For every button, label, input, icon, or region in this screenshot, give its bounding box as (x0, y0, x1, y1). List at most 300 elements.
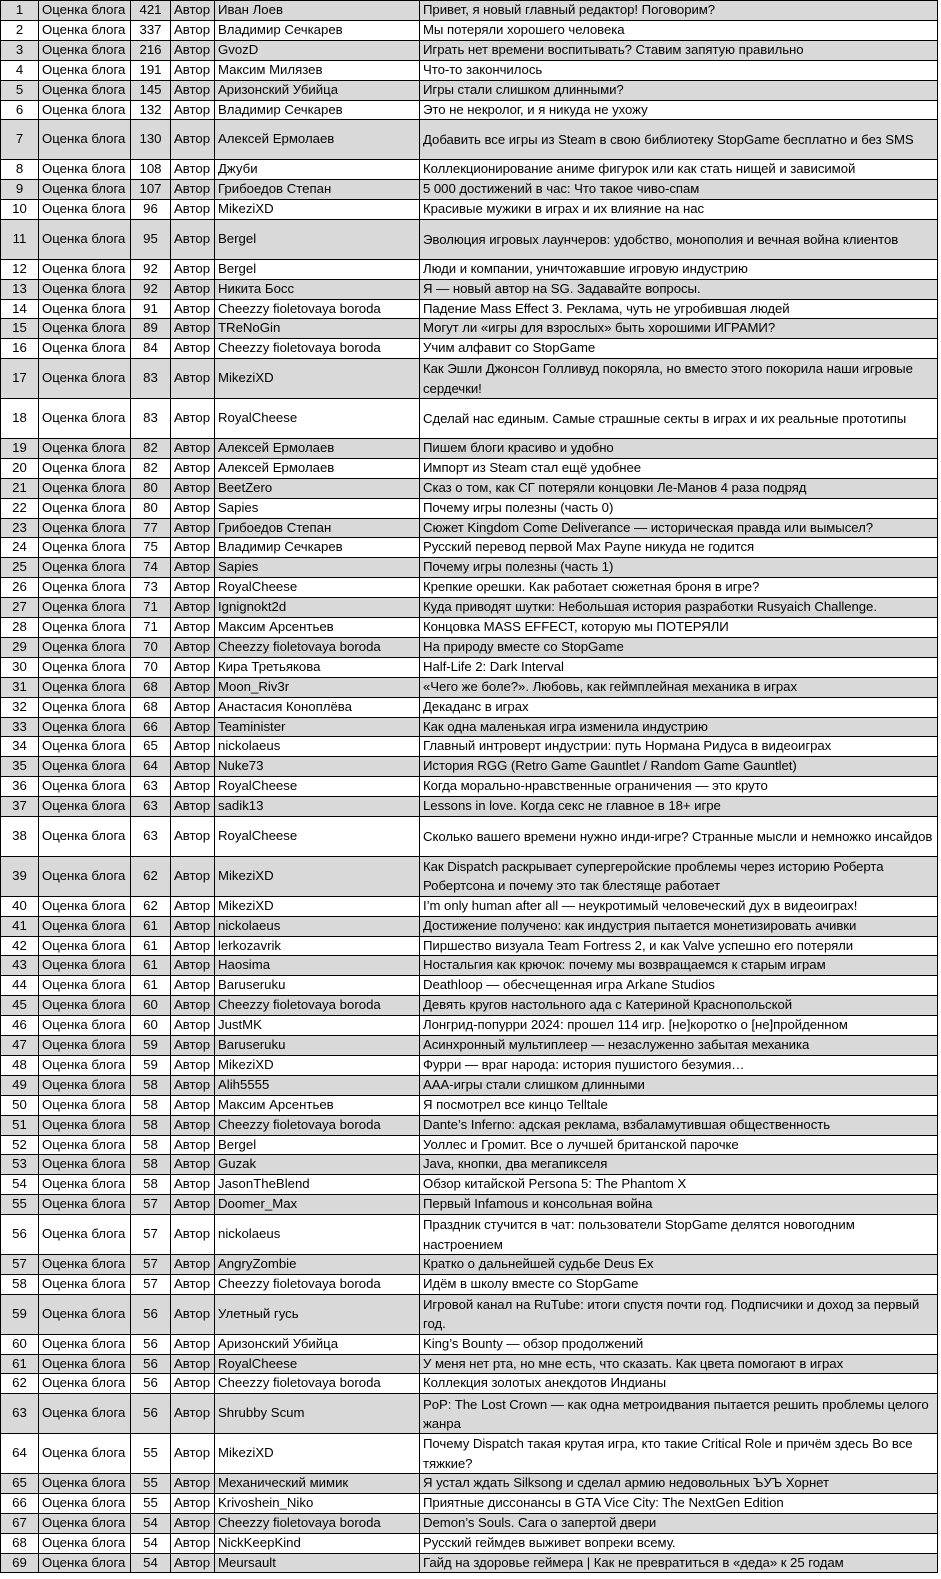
author-cell: Ignignokt2d (215, 598, 420, 618)
author-label-cell: Автор (171, 856, 215, 896)
table-row (1, 399, 938, 439)
rank-cell: 46 (1, 1016, 39, 1036)
title-cell: Достижение получено: как индустрия пытается монетизировать ачивки (420, 916, 938, 936)
label-cell: Оценка блога (39, 976, 131, 996)
author-label-cell: Автор (171, 80, 215, 100)
label-cell: Оценка блога (39, 60, 131, 80)
score-cell: 77 (131, 518, 171, 538)
score-cell: 96 (131, 200, 171, 220)
label-cell: Оценка блога (39, 817, 131, 857)
score-cell: 57 (131, 1195, 171, 1215)
score-cell: 82 (131, 438, 171, 458)
author-cell: Sapies (215, 558, 420, 578)
label-cell: Оценка блога (39, 916, 131, 936)
author-cell: Alih5555 (215, 1075, 420, 1095)
label-cell: Оценка блога (39, 1135, 131, 1155)
table-row (1, 856, 938, 896)
score-cell: 145 (131, 80, 171, 100)
score-cell: 61 (131, 976, 171, 996)
title-cell: Пишем блоги красиво и удобно (420, 438, 938, 458)
title-cell: «Чего же боле?». Любовь, как геймплейная механика в играх (420, 677, 938, 697)
table-row (1, 1354, 938, 1374)
score-cell: 59 (131, 1036, 171, 1056)
rank-cell: 65 (1, 1473, 39, 1493)
rank-cell: 7 (1, 120, 39, 160)
rank-cell: 37 (1, 797, 39, 817)
author-label-cell: Автор (171, 916, 215, 936)
title-cell: Почему игры полезны (часть 1) (420, 558, 938, 578)
table-row (1, 797, 938, 817)
label-cell: Оценка блога (39, 1115, 131, 1135)
score-cell: 80 (131, 478, 171, 498)
title-cell: Мы потеряли хорошего человека (420, 20, 938, 40)
title-cell: На природу вместе со StopGame (420, 637, 938, 657)
table-row (1, 1374, 938, 1394)
score-cell: 56 (131, 1374, 171, 1394)
score-cell: 59 (131, 1055, 171, 1075)
rank-cell: 26 (1, 578, 39, 598)
title-cell: Декаданс в играх (420, 697, 938, 717)
title-cell: Dante’s Inferno: адская реклама, взбаламутившая общественность (420, 1115, 938, 1135)
score-cell: 65 (131, 737, 171, 757)
title-cell: Асинхронный мультиплеер — незаслуженно забытая механика (420, 1036, 938, 1056)
table-row (1, 498, 938, 518)
rank-cell: 67 (1, 1513, 39, 1533)
label-cell: Оценка блога (39, 777, 131, 797)
author-cell: TReNoGin (215, 319, 420, 339)
author-cell: Владимир Сечкарев (215, 100, 420, 120)
author-label-cell: Автор (171, 1055, 215, 1075)
author-label-cell: Автор (171, 896, 215, 916)
score-cell: 108 (131, 160, 171, 180)
label-cell: Оценка блога (39, 1254, 131, 1274)
rank-cell: 31 (1, 677, 39, 697)
table-row (1, 100, 938, 120)
title-cell: История RGG (Retro Game Gauntlet / Random Game Gauntlet) (420, 757, 938, 777)
score-cell: 61 (131, 956, 171, 976)
rank-cell: 6 (1, 100, 39, 120)
table-row (1, 618, 938, 638)
score-cell: 63 (131, 797, 171, 817)
title-cell: King’s Bounty — обзор продолжений (420, 1334, 938, 1354)
author-label-cell: Автор (171, 1473, 215, 1493)
author-label-cell: Автор (171, 1095, 215, 1115)
table-row (1, 538, 938, 558)
score-cell: 56 (131, 1334, 171, 1354)
table-row (1, 1434, 938, 1474)
score-cell: 55 (131, 1434, 171, 1474)
rank-cell: 38 (1, 817, 39, 857)
score-cell: 58 (131, 1135, 171, 1155)
rank-cell: 14 (1, 299, 39, 319)
score-cell: 421 (131, 1, 171, 21)
title-cell: Русский геймдев выживет вопреки всему. (420, 1533, 938, 1553)
score-cell: 132 (131, 100, 171, 120)
author-cell: Грибоедов Степан (215, 518, 420, 538)
author-label-cell: Автор (171, 956, 215, 976)
score-cell: 73 (131, 578, 171, 598)
title-cell: Идём в школу вместе со StopGame (420, 1274, 938, 1294)
table-row (1, 1175, 938, 1195)
title-cell: Пиршество визуала Team Fortress 2, и как Valve успешно его потеряли (420, 936, 938, 956)
author-cell: RoyalCheese (215, 578, 420, 598)
score-cell: 107 (131, 180, 171, 200)
score-cell: 62 (131, 856, 171, 896)
author-cell: Shrubby Scum (215, 1394, 420, 1434)
score-cell: 92 (131, 259, 171, 279)
author-label-cell: Автор (171, 498, 215, 518)
rank-cell: 13 (1, 279, 39, 299)
table-body (1, 1, 938, 1573)
title-cell: Я — новый автор на SG. Задавайте вопросы. (420, 279, 938, 299)
label-cell: Оценка блога (39, 160, 131, 180)
author-label-cell: Автор (171, 936, 215, 956)
table-row (1, 60, 938, 80)
rank-cell: 44 (1, 976, 39, 996)
author-label-cell: Автор (171, 797, 215, 817)
label-cell: Оценка блога (39, 1055, 131, 1075)
score-cell: 56 (131, 1294, 171, 1334)
label-cell: Оценка блога (39, 697, 131, 717)
author-cell: MikeziXD (215, 1055, 420, 1075)
author-cell: Sapies (215, 498, 420, 518)
author-cell: AngryZombie (215, 1254, 420, 1274)
title-cell: Концовка MASS EFFECT, которую мы ПОТЕРЯЛИ (420, 618, 938, 638)
author-cell: Владимир Сечкарев (215, 20, 420, 40)
author-cell: MikeziXD (215, 359, 420, 399)
table-row (1, 1334, 938, 1354)
table-row (1, 1, 938, 21)
label-cell: Оценка блога (39, 1, 131, 21)
label-cell: Оценка блога (39, 1493, 131, 1513)
label-cell: Оценка блога (39, 797, 131, 817)
author-label-cell: Автор (171, 160, 215, 180)
rank-cell: 29 (1, 637, 39, 657)
rank-cell: 4 (1, 60, 39, 80)
rank-cell: 28 (1, 618, 39, 638)
table-row (1, 1553, 938, 1573)
author-cell: Cheezzy fioletovaya boroda (215, 339, 420, 359)
score-cell: 55 (131, 1493, 171, 1513)
label-cell: Оценка блога (39, 200, 131, 220)
score-cell: 80 (131, 498, 171, 518)
author-label-cell: Автор (171, 458, 215, 478)
table-row (1, 259, 938, 279)
score-cell: 54 (131, 1553, 171, 1573)
author-cell: MikeziXD (215, 1434, 420, 1474)
author-label-cell: Автор (171, 697, 215, 717)
title-cell: Сделай нас единым. Самые страшные секты в играх и их реальные прототипы (420, 399, 938, 439)
author-cell: RoyalCheese (215, 777, 420, 797)
score-cell: 83 (131, 359, 171, 399)
rank-cell: 59 (1, 1294, 39, 1334)
author-cell: Максим Арсентьев (215, 1095, 420, 1115)
score-cell: 82 (131, 458, 171, 478)
author-cell: Doomer_Max (215, 1195, 420, 1215)
title-cell: Главный интроверт индустрии: путь Нормана Ридуса в видеоиграх (420, 737, 938, 757)
author-label-cell: Автор (171, 1215, 215, 1255)
author-label-cell: Автор (171, 180, 215, 200)
table-row (1, 200, 938, 220)
table-row (1, 478, 938, 498)
title-cell: Эволюция игровых лаунчеров: удобство, монополия и вечная война клиентов (420, 219, 938, 259)
rank-cell: 2 (1, 20, 39, 40)
rank-cell: 18 (1, 399, 39, 439)
title-cell: Играть нет времени воспитывать? Ставим запятую правильно (420, 40, 938, 60)
label-cell: Оценка блога (39, 219, 131, 259)
author-cell: Кира Третьякова (215, 657, 420, 677)
author-label-cell: Автор (171, 1036, 215, 1056)
author-cell: Cheezzy fioletovaya boroda (215, 1513, 420, 1533)
title-cell: Half-Life 2: Dark Interval (420, 657, 938, 677)
label-cell: Оценка блога (39, 100, 131, 120)
title-cell: Коллекционирование аниме фигурок или как стать нищей и зависимой (420, 160, 938, 180)
author-cell: Moon_Riv3r (215, 677, 420, 697)
author-label-cell: Автор (171, 1195, 215, 1215)
table-row (1, 518, 938, 538)
label-cell: Оценка блога (39, 618, 131, 638)
table-row (1, 1115, 938, 1135)
author-cell: Bergel (215, 219, 420, 259)
label-cell: Оценка блога (39, 40, 131, 60)
author-cell: lerkozavrik (215, 936, 420, 956)
author-cell: Максим Арсентьев (215, 618, 420, 638)
author-cell: Teaminister (215, 717, 420, 737)
rank-cell: 16 (1, 339, 39, 359)
label-cell: Оценка блога (39, 1434, 131, 1474)
label-cell: Оценка блога (39, 1095, 131, 1115)
rank-cell: 66 (1, 1493, 39, 1513)
author-label-cell: Автор (171, 438, 215, 458)
title-cell: Как одна маленькая игра изменила индустрию (420, 717, 938, 737)
author-label-cell: Автор (171, 1115, 215, 1135)
table-row (1, 1473, 938, 1493)
table-row (1, 1155, 938, 1175)
rank-cell: 63 (1, 1394, 39, 1434)
table-row (1, 1254, 938, 1274)
author-cell: RoyalCheese (215, 817, 420, 857)
author-cell: Максим Милязев (215, 60, 420, 80)
label-cell: Оценка блога (39, 319, 131, 339)
label-cell: Оценка блога (39, 1175, 131, 1195)
rank-cell: 42 (1, 936, 39, 956)
author-label-cell: Автор (171, 219, 215, 259)
rank-cell: 17 (1, 359, 39, 399)
table-row (1, 120, 938, 160)
score-cell: 89 (131, 319, 171, 339)
title-cell: Крепкие орешки. Как работает сюжетная броня в игре? (420, 578, 938, 598)
author-cell: Cheezzy fioletovaya boroda (215, 1274, 420, 1294)
author-cell: Cheezzy fioletovaya boroda (215, 996, 420, 1016)
author-label-cell: Автор (171, 1294, 215, 1334)
label-cell: Оценка блога (39, 578, 131, 598)
title-cell: Что-то закончилось (420, 60, 938, 80)
rank-cell: 20 (1, 458, 39, 478)
author-cell: Иван Лоев (215, 1, 420, 21)
title-cell: Как Dispatch раскрывает супергеройские проблемы через историю Роберта Робертсона и почему это так блестяще работает (420, 856, 938, 896)
label-cell: Оценка блога (39, 558, 131, 578)
title-cell: Игровой канал на RuTube: итоги спустя почти год. Подписчики и доход за первый год. (420, 1294, 938, 1334)
table-row (1, 438, 938, 458)
author-cell: Meursault (215, 1553, 420, 1573)
author-label-cell: Автор (171, 677, 215, 697)
author-cell: MikeziXD (215, 856, 420, 896)
author-label-cell: Автор (171, 657, 215, 677)
author-cell: Cheezzy fioletovaya boroda (215, 1374, 420, 1394)
table-row (1, 458, 938, 478)
rank-cell: 61 (1, 1354, 39, 1374)
author-cell: Анастасия Коноплёва (215, 697, 420, 717)
score-cell: 71 (131, 618, 171, 638)
author-label-cell: Автор (171, 1155, 215, 1175)
author-cell: BeetZero (215, 478, 420, 498)
author-label-cell: Автор (171, 717, 215, 737)
score-cell: 71 (131, 598, 171, 618)
author-cell: JasonTheBlend (215, 1175, 420, 1195)
rank-cell: 19 (1, 438, 39, 458)
rank-cell: 5 (1, 80, 39, 100)
author-cell: MikeziXD (215, 896, 420, 916)
author-cell: Алексей Ермолаев (215, 438, 420, 458)
title-cell: Девять кругов настольного ада с Катериной Краснопольской (420, 996, 938, 1016)
table-row (1, 817, 938, 857)
rank-cell: 8 (1, 160, 39, 180)
rank-cell: 57 (1, 1254, 39, 1274)
author-label-cell: Автор (171, 1434, 215, 1474)
author-label-cell: Автор (171, 578, 215, 598)
author-cell: Алексей Ермолаев (215, 458, 420, 478)
score-cell: 56 (131, 1354, 171, 1374)
author-label-cell: Автор (171, 399, 215, 439)
author-label-cell: Автор (171, 1254, 215, 1274)
score-cell: 57 (131, 1254, 171, 1274)
table-row (1, 359, 938, 399)
rank-cell: 50 (1, 1095, 39, 1115)
table-row (1, 1055, 938, 1075)
title-cell: I’m only human after all — неукротимый человеческий дух в видеоиграх! (420, 896, 938, 916)
title-cell: Это не некролог, и я никуда не ухожу (420, 100, 938, 120)
table-row (1, 1095, 938, 1115)
table-row (1, 697, 938, 717)
author-cell: Nuke73 (215, 757, 420, 777)
label-cell: Оценка блога (39, 896, 131, 916)
rank-cell: 10 (1, 200, 39, 220)
title-cell: Учим алфавит со StopGame (420, 339, 938, 359)
author-cell: Аризонский Убийца (215, 80, 420, 100)
author-cell: Baruseruku (215, 1036, 420, 1056)
rank-cell: 58 (1, 1274, 39, 1294)
table-row (1, 1016, 938, 1036)
label-cell: Оценка блога (39, 717, 131, 737)
label-cell: Оценка блога (39, 1155, 131, 1175)
rank-cell: 21 (1, 478, 39, 498)
title-cell: Импорт из Steam стал ещё удобнее (420, 458, 938, 478)
rank-cell: 52 (1, 1135, 39, 1155)
author-cell: Guzak (215, 1155, 420, 1175)
author-label-cell: Автор (171, 319, 215, 339)
rank-cell: 60 (1, 1334, 39, 1354)
score-cell: 58 (131, 1175, 171, 1195)
score-cell: 216 (131, 40, 171, 60)
rank-cell: 33 (1, 717, 39, 737)
score-cell: 58 (131, 1155, 171, 1175)
author-label-cell: Автор (171, 100, 215, 120)
table-row (1, 578, 938, 598)
author-label-cell: Автор (171, 558, 215, 578)
author-label-cell: Автор (171, 637, 215, 657)
title-cell: Игры стали слишком длинными? (420, 80, 938, 100)
label-cell: Оценка блога (39, 1195, 131, 1215)
rank-cell: 25 (1, 558, 39, 578)
score-cell: 54 (131, 1513, 171, 1533)
rank-cell: 54 (1, 1175, 39, 1195)
author-label-cell: Автор (171, 478, 215, 498)
table-row (1, 299, 938, 319)
rank-cell: 34 (1, 737, 39, 757)
score-cell: 66 (131, 717, 171, 737)
table-row (1, 339, 938, 359)
author-cell: sadik13 (215, 797, 420, 817)
author-label-cell: Автор (171, 1374, 215, 1394)
label-cell: Оценка блога (39, 1036, 131, 1056)
label-cell: Оценка блога (39, 80, 131, 100)
label-cell: Оценка блога (39, 856, 131, 896)
title-cell: Почему Dispatch такая крутая игра, кто такие Critical Role и причём здесь Во все тяжкие? (420, 1434, 938, 1474)
author-cell: Алексей Ермолаев (215, 120, 420, 160)
author-cell: Bergel (215, 1135, 420, 1155)
title-cell: Могут ли «игры для взрослых» быть хорошими ИГРАМИ? (420, 319, 938, 339)
rank-cell: 3 (1, 40, 39, 60)
label-cell: Оценка блога (39, 1473, 131, 1493)
title-cell: Красивые мужики в играх и их влияние на нас (420, 200, 938, 220)
score-cell: 75 (131, 538, 171, 558)
author-label-cell: Автор (171, 1493, 215, 1513)
author-label-cell: Автор (171, 1513, 215, 1533)
table-row (1, 219, 938, 259)
score-cell: 68 (131, 697, 171, 717)
table-row (1, 1533, 938, 1553)
label-cell: Оценка блога (39, 1334, 131, 1354)
author-label-cell: Автор (171, 817, 215, 857)
author-cell: Никита Босс (215, 279, 420, 299)
label-cell: Оценка блога (39, 518, 131, 538)
table-row (1, 160, 938, 180)
author-label-cell: Автор (171, 339, 215, 359)
table-row (1, 777, 938, 797)
author-label-cell: Автор (171, 279, 215, 299)
title-cell: Добавить все игры из Steam в свою библиотеку StopGame бесплатно и без SMS (420, 120, 938, 160)
title-cell: Я устал ждать Silksong и сделал армию недовольных ЪУЪ Хорнет (420, 1473, 938, 1493)
author-label-cell: Автор (171, 259, 215, 279)
table-row (1, 1075, 938, 1095)
table-row (1, 1274, 938, 1294)
title-cell: Почему игры полезны (часть 0) (420, 498, 938, 518)
rank-cell: 45 (1, 996, 39, 1016)
score-cell: 63 (131, 777, 171, 797)
table-row (1, 956, 938, 976)
author-cell: Аризонский Убийца (215, 1334, 420, 1354)
title-cell: Уоллес и Громит. Все о лучшей британской парочке (420, 1135, 938, 1155)
author-label-cell: Автор (171, 1135, 215, 1155)
label-cell: Оценка блога (39, 598, 131, 618)
rank-cell: 39 (1, 856, 39, 896)
table-row (1, 1195, 938, 1215)
author-cell: NickKeepKind (215, 1533, 420, 1553)
label-cell: Оценка блога (39, 478, 131, 498)
score-cell: 92 (131, 279, 171, 299)
score-cell: 70 (131, 657, 171, 677)
title-cell: Кратко о дальнейшей судьбе Deus Ex (420, 1254, 938, 1274)
